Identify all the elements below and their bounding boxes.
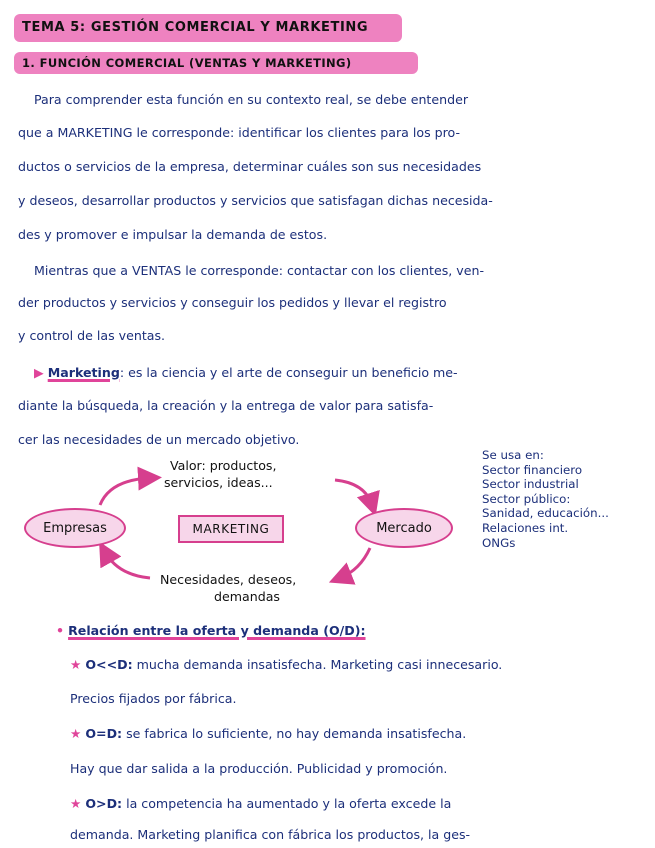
relation-item-2-cont: Hay que dar salida a la producción. Publicidad y promoción. [70,761,448,776]
diagram-top-line1: Valor: productos, [170,458,277,473]
sector-item: Sector público: [482,491,571,506]
paragraph1-line: Para comprender esta función en su contexto real, se debe entender [34,92,469,107]
arrow-top-right [335,480,372,505]
paragraph1-line: que a MARKETING le corresponde: identificar los clientes para los pro- [18,125,461,140]
section-subtitle: 1. FUNCIÓN COMERCIAL (VENTAS Y MARKETING) [22,56,352,70]
sector-item: Sector financiero [482,462,583,477]
star-icon: ★ [70,657,82,672]
paragraph2-line: y control de las ventas. [18,328,166,343]
relation-text: la competencia ha aumentado y la oferta excede la [126,796,452,811]
relation-heading [56,622,655,640]
marketing-box: MARKETING [178,515,284,543]
relation-label: O>D: [85,796,123,811]
relation-text: mucha demanda insatisfecha. Marketing casi innecesario. [136,657,503,672]
triangle-bullet-icon: ▶ [34,365,44,380]
sector-item: Sanidad, educación... [482,506,609,521]
relation-label: O<<D: [85,657,133,672]
arrow-bottom-left [105,552,150,578]
paragraph1-line: des y promover e impulsar la demanda de estos. [18,227,328,242]
star-icon: ★ [70,726,82,741]
dot-bullet-icon: • [56,623,65,638]
sectors-list [482,448,609,550]
sector-item: ONGs [482,535,516,550]
definition-line-3: cer las necesidades de un mercado objetivo. [18,432,300,447]
relation-label: O=D: [85,726,123,741]
sector-item: Sector industrial [482,477,579,492]
page-title: TEMA 5: GESTIÓN COMERCIAL Y MARKETING [22,20,369,35]
definition-line-2: diante la búsqueda, la creación y la entrega de valor para satisfa- [18,398,434,413]
sectors-heading: Se usa en: [482,448,544,462]
arrow-top-left [100,478,150,505]
relation-item-1-cont: Precios fijados por fábrica. [70,691,237,706]
mercado-node: Mercado [355,508,453,548]
diagram-bottom-line2: demandas [214,589,280,604]
paragraph2-line: der productos y servicios y conseguir los pedidos y llevar el registro [18,295,447,310]
relation-item-1 [70,656,655,674]
relation-item-3 [70,795,655,813]
diagram-top-line2: servicios, ideas... [164,475,273,490]
paragraph1-line: y deseos, desarrollar productos y servicios que satisfagan dichas necesida- [18,193,493,208]
arrow-bottom-right [340,548,370,578]
sector-item: Relaciones int. [482,520,569,535]
empresas-node: Empresas [24,508,126,548]
relation-item-3-cont: demanda. Marketing planifica con fábrica los productos, la ges- [70,827,471,842]
relation-item-2 [70,725,655,743]
relation-title: Relación entre la oferta y demanda (O/D): [68,623,366,638]
definition-term: Marketing [47,365,120,380]
diagram-bottom-line1: Necesidades, deseos, [160,572,297,587]
paragraph2-line: Mientras que a VENTAS le corresponde: contactar con los clientes, ven- [34,263,485,278]
definition-text: : es la ciencia y el arte de conseguir un beneficio me- [119,365,458,380]
paragraph1-line: ductos o servicios de la empresa, determinar cuáles son sus necesidades [18,159,482,174]
star-icon: ★ [70,796,82,811]
relation-text: se fabrica lo suficiente, no hay demanda insatisfecha. [126,726,467,741]
